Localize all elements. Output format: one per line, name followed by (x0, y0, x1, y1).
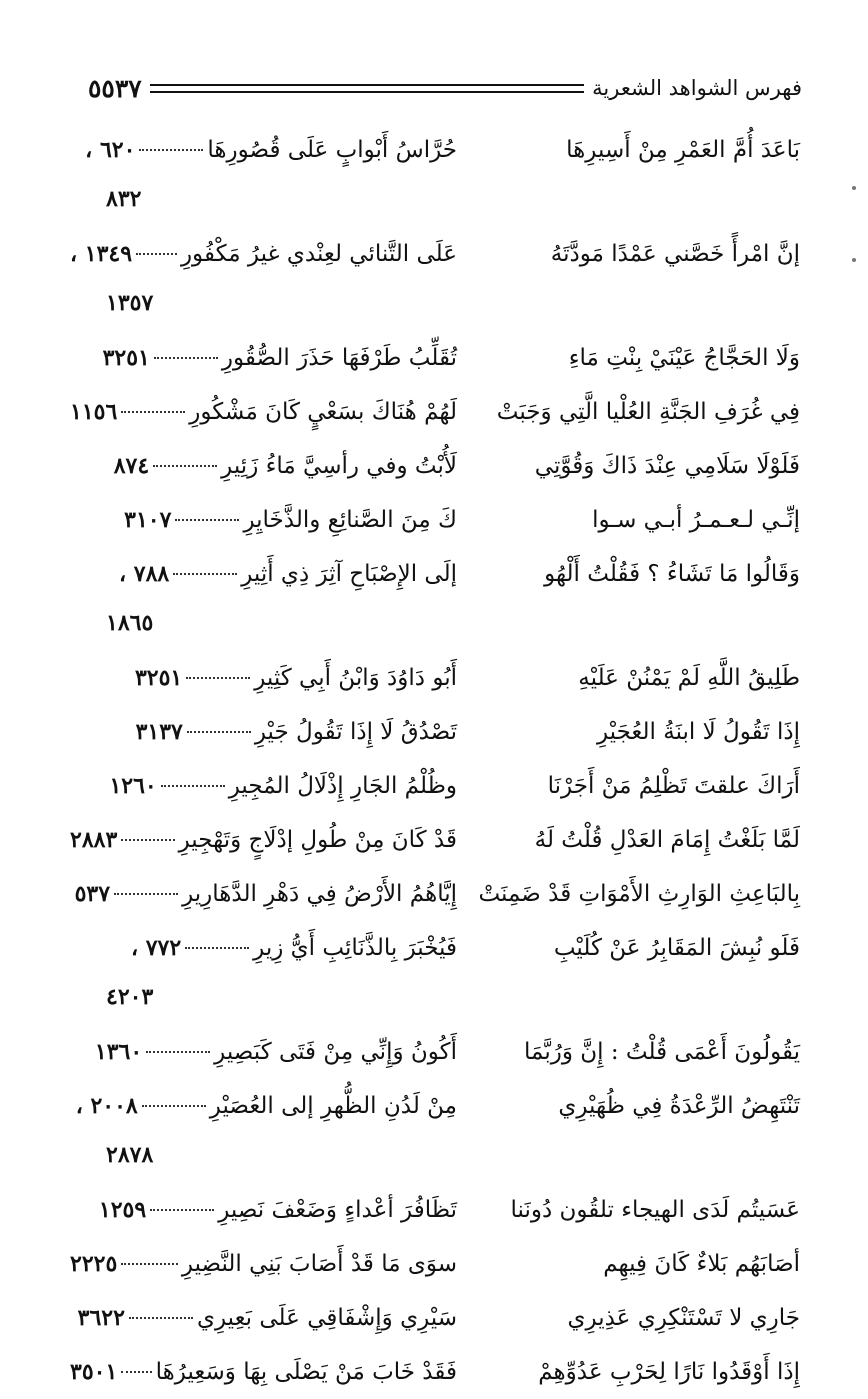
verse-entry (70, 331, 800, 385)
verse-line (70, 1025, 800, 1079)
second-hemistich: تُقَلِّبُ طَرْفَهَا حَذَرَ الصُّقُورِ (221, 345, 457, 371)
second-hemistich: سوَى مَا قَدْ أَصَابَ بَنِي النَّضِيرِ (181, 1251, 457, 1277)
verse-entry (70, 1079, 800, 1183)
reference-numbers: ٥٣٧ (74, 881, 111, 907)
leader-dots (154, 357, 218, 359)
header-rule (150, 84, 584, 93)
verse-entry (70, 385, 800, 439)
leader-dots (186, 677, 250, 679)
verse-line (70, 1237, 800, 1291)
verse-line (70, 1291, 800, 1345)
leader-dots (129, 1317, 193, 1319)
verse-line (70, 385, 800, 439)
reference-numbers: ١١٥٦ (70, 399, 118, 425)
verse-line (70, 651, 800, 705)
verse-entry (70, 867, 800, 921)
first-hemistich: تَنْتَهِضُ الرِّعْدَةُ فِي ظُهَيْرِي (558, 1093, 800, 1119)
verse-entry (70, 439, 800, 493)
reference-numbers: ٨٧٤ (113, 453, 150, 479)
reference-numbers: ١٢٦٠ (109, 773, 157, 799)
leader-dots (175, 519, 239, 521)
reference-numbers: ٧٧٢ ، (130, 935, 182, 961)
reference-continuation: ٤٢٠٣ (106, 984, 154, 1010)
reference-numbers: ٢٨٨٣ (70, 827, 118, 853)
first-hemistich: إنِّـي لـعـمـرُ أبـي سـوا (592, 507, 800, 533)
leader-dots (121, 1263, 178, 1265)
leader-dots (139, 149, 203, 151)
index-title: فهرس الشواهد الشعرية (592, 76, 802, 100)
reference-numbers: ٣٢٥١ (134, 665, 183, 691)
second-hemistich: أَبُو دَاوُدَ وَابْنُ أَبِي كَثِيرِ (254, 665, 457, 691)
verse-line (70, 705, 800, 759)
reference-numbers: ٣١٣٧ (135, 719, 183, 745)
verse-entry (70, 227, 800, 331)
leader-dots (136, 253, 177, 255)
second-hemistich: عَلَى التَّنائي لعِنْدي غيرُ مَكْفُورِ (180, 241, 457, 267)
reference-numbers: ٧٨٨ ، (118, 561, 170, 587)
verse-entry (70, 1025, 800, 1079)
second-hemistich: أَكُونُ وَإِنِّي مِنْ فَتَى كَبَصِيرِ (214, 1039, 457, 1065)
page-header (88, 72, 802, 104)
verse-entry (70, 759, 800, 813)
leader-dots (121, 1371, 151, 1373)
verse-entry (70, 651, 800, 705)
second-hemistich: حُرَّاسُ أَبْوابٍ عَلَى قُصُورِهَا (207, 137, 457, 163)
verse-entry (70, 1183, 800, 1237)
reference-numbers: ١٢٥٩ (98, 1197, 147, 1223)
leader-dots (153, 465, 217, 467)
first-hemistich: يَقُولُونَ أَعْمَى قُلْتُ : إِنَّ وَرُبَّمَا (524, 1039, 800, 1065)
first-hemistich: فِي غُرَفِ الجَنَّةِ العُلْيا الَّتِي وَجَبَتْ (496, 399, 800, 425)
verse-line (70, 331, 800, 385)
verse-line (70, 227, 800, 281)
first-hemistich: بِالبَاعِثِ الوَارِثِ الأَمْوَاتِ قَدْ ضَمِنَتْ (478, 881, 800, 907)
verse-line (70, 439, 800, 493)
reference-numbers: ٢٠٠٨ ، (75, 1093, 138, 1119)
leader-dots (142, 1105, 206, 1107)
first-hemistich: أصَابَهُم بَلاءٌ كَانَ فِيهِم (603, 1251, 800, 1277)
first-hemistich: جَارِي لا تَسْتَنْكِرِي عَذِيرِي (567, 1305, 800, 1331)
second-hemistich: تَظَافُرَ أعْداءٍ وَضَعْفَ نَصِيرِ (218, 1197, 457, 1223)
first-hemistich: لَمَّا بَلَغْتُ إِمَامَ العَدْلِ قُلْتُ لَهُ (534, 827, 800, 853)
leader-dots (114, 893, 178, 895)
leader-dots (121, 411, 185, 413)
margin-dot (852, 258, 856, 262)
margin-dot (852, 186, 856, 190)
reference-continuation: ١٣٥٧ (106, 290, 154, 316)
leader-dots (173, 573, 237, 575)
verse-line (70, 759, 800, 813)
reference-continuation: ١٨٦٥ (106, 610, 154, 636)
first-hemistich: أَرَاكَ علقتَ تَظْلِمُ مَنْ أَجَرْنَا (547, 773, 800, 799)
verse-line (70, 1079, 800, 1133)
verse-entry (70, 493, 800, 547)
leader-dots (185, 947, 249, 949)
second-hemistich: لَأُبْتُ وفي رأسِيَّ مَاءُ زَئِيرِ (221, 453, 457, 479)
reference-numbers: ٣٦٢٢ (77, 1305, 125, 1331)
verse-entry (70, 705, 800, 759)
first-hemistich: فَلَوْلَا سَلَامِي عِنْدَ ذَاكَ وَقُوَّتِي (534, 453, 800, 479)
leader-dots (187, 731, 251, 733)
verse-entry (70, 921, 800, 1025)
verse-line (70, 1183, 800, 1237)
second-hemistich: لَهُمْ هُنَاكَ بسَعْيٍ كَانَ مَشْكُورِ (189, 399, 457, 425)
first-hemistich: عَسَيتُم لَدَى الهيجاء تلقُون دُونَنا (510, 1197, 800, 1223)
first-hemistich: وَلَا الحَجَّاجُ عَيْنَيْ بِنْتِ مَاءِ (568, 345, 800, 371)
reference-numbers: ١٣٤٩ ، (70, 241, 133, 267)
second-hemistich: قَدْ كَانَ مِنْ طُولِ إدْلَاجٍ وَتَهْجِيرِ (178, 827, 457, 853)
leader-dots (161, 785, 225, 787)
reference-numbers: ٣٢٥١ (102, 345, 150, 371)
verse-line (70, 123, 800, 177)
second-hemistich: كَ مِنَ الصَّنائِعِ والذَّخَايِرِ (243, 507, 457, 533)
reference-numbers: ١٣٦٠ (94, 1039, 143, 1065)
verse-line (70, 867, 800, 921)
second-hemistich: وظُلْمُ الجَارِ إِذْلَالُ المُجِيرِ (228, 773, 457, 799)
verse-entry (70, 547, 800, 651)
second-hemistich: مِنْ لَدُنِ الظُّهرِ إلى العُصَيْرِ (209, 1093, 457, 1119)
verse-line (70, 921, 800, 975)
reference-continuation: ٨٣٢ (106, 186, 142, 212)
first-hemistich: طَلِيقُ اللَّهِ لَمْ يَمْنُنْ عَلَيْهِ (578, 665, 800, 691)
second-hemistich: تَصْدُقُ لَا إِذَا تَقُولُ جَيْرِ (254, 719, 457, 745)
second-hemistich: إلَى الإِصْبَاحِ آثِرَ ذِي أَثِيرِ (241, 561, 457, 587)
first-hemistich: إِذَا أَوْقَدُوا نَارًا لِحَرْبِ عَدُوِّهِمْ (538, 1359, 800, 1385)
reference-numbers: ٣٥٠١ (70, 1359, 118, 1385)
first-hemistich: إنَّ امْرأً خَصَّني عَمْدًا مَودَّتَهُ (550, 241, 800, 267)
page-number: ٥٥٣٧ (88, 73, 142, 103)
second-hemistich: سَيْرِي وَإِشْفَاقِي عَلَى بَعِيرِي (196, 1305, 457, 1331)
reference-continuation: ٢٨٧٨ (106, 1142, 154, 1168)
verse-index-list (70, 123, 800, 1399)
verse-line (70, 813, 800, 867)
verse-line (70, 1345, 800, 1399)
reference-numbers: ٣١٠٧ (124, 507, 172, 533)
second-hemistich: فَقَدْ خَابَ مَنْ يَصْلَى بِهَا وَسَعِيرُهَا (155, 1359, 457, 1385)
verse-entry (70, 813, 800, 867)
verse-entry (70, 123, 800, 227)
first-hemistich: إِذَا تَقُولُ لَا ابنَةُ العُجَيْرِ (596, 719, 800, 745)
verse-entry (70, 1291, 800, 1345)
first-hemistich: فَلَو نُبِشَ المَقَابِرُ عَنْ كُلَيْبِ (553, 935, 800, 961)
reference-numbers: ٦٢٠ ، (85, 137, 136, 163)
leader-dots (150, 1209, 214, 1211)
second-hemistich: إِيَّاهُمُ الأَرْضُ فِي دَهْرِ الدَّهَارِيرِ (182, 881, 457, 907)
first-hemistich: بَاعَدَ أُمَّ العَمْرِ مِنْ أَسِيرِهَا (566, 137, 800, 163)
verse-line (70, 493, 800, 547)
reference-numbers: ٢٢٢٥ (70, 1251, 118, 1277)
verse-entry (70, 1345, 800, 1399)
second-hemistich: فَيُخْبَرَ بِالذَّنَائِبِ أَيُّ زِيرِ (253, 935, 457, 961)
leader-dots (146, 1051, 210, 1053)
verse-entry (70, 1237, 800, 1291)
leader-dots (121, 839, 174, 841)
verse-line (70, 547, 800, 601)
first-hemistich: وَقَالُوا مَا تَشَاءُ ؟ فَقُلْتُ أَلْهُو (544, 561, 800, 587)
